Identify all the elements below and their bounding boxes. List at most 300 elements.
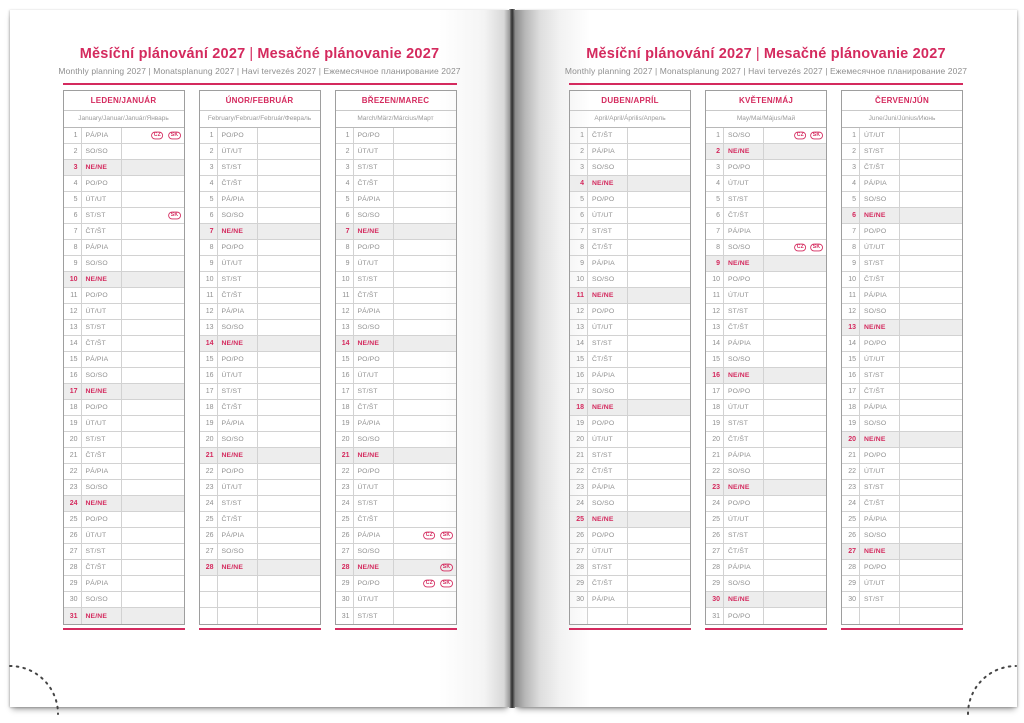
day-row [842, 144, 962, 160]
notes-cell [121, 272, 184, 288]
day-row [706, 128, 826, 144]
day-row [706, 304, 826, 320]
holiday-badge-cz: CZ [794, 244, 806, 252]
day-name: PÁ/PIA [81, 352, 121, 368]
notes-cell [257, 608, 320, 624]
day-name: ST/ST [587, 448, 627, 464]
notes-cell [763, 544, 826, 560]
day-number: 14 [706, 336, 723, 352]
day-row [842, 416, 962, 432]
day-row [842, 384, 962, 400]
day-number [842, 608, 859, 624]
day-row [64, 256, 184, 272]
notes-cell [899, 368, 962, 384]
day-number: 18 [842, 400, 859, 416]
day-number [200, 592, 217, 608]
day-row [842, 448, 962, 464]
day-number: 4 [842, 176, 859, 192]
day-row [842, 480, 962, 496]
day-name: ČT/ŠT [217, 512, 257, 528]
day-name: ÚT/UT [353, 144, 393, 160]
notes-cell [393, 384, 456, 400]
day-number: 20 [64, 432, 81, 448]
notes-cell [393, 144, 456, 160]
day-number: 13 [336, 320, 353, 336]
day-number: 1 [842, 128, 859, 144]
notes-cell [121, 192, 184, 208]
day-name: ST/ST [81, 320, 121, 336]
month-subname: June/Juni/Június/Июнь [842, 111, 962, 128]
day-row [336, 528, 456, 544]
day-number: 27 [570, 544, 587, 560]
day-name: SO/SO [859, 528, 899, 544]
day-row [706, 592, 826, 608]
day-number: 8 [64, 240, 81, 256]
day-name: ÚT/UT [859, 352, 899, 368]
day-name: ST/ST [81, 544, 121, 560]
day-number: 5 [64, 192, 81, 208]
notes-cell [627, 304, 690, 320]
day-row [336, 272, 456, 288]
day-number: 22 [64, 464, 81, 480]
day-row [570, 272, 690, 288]
notes-cell [257, 496, 320, 512]
day-row [570, 304, 690, 320]
notes-cell [899, 544, 962, 560]
day-number: 7 [842, 224, 859, 240]
notes-cell [899, 496, 962, 512]
notes-cell [121, 496, 184, 512]
day-number: 15 [842, 352, 859, 368]
day-name: PÁ/PIA [587, 368, 627, 384]
day-row [706, 336, 826, 352]
day-number: 15 [336, 352, 353, 368]
notes-cell [257, 352, 320, 368]
day-name: ÚT/UT [859, 240, 899, 256]
notes-cell [763, 288, 826, 304]
day-name: PO/PO [353, 576, 393, 592]
notes-cell [763, 144, 826, 160]
day-name: ST/ST [723, 528, 763, 544]
day-number: 13 [200, 320, 217, 336]
notes-cell [899, 160, 962, 176]
notes-cell [257, 256, 320, 272]
day-row [64, 496, 184, 512]
day-row [842, 160, 962, 176]
day-number: 16 [706, 368, 723, 384]
day-number: 2 [200, 144, 217, 160]
day-name: PO/PO [587, 304, 627, 320]
day-row [706, 416, 826, 432]
day-row [706, 384, 826, 400]
notes-cell [763, 208, 826, 224]
day-row [336, 224, 456, 240]
day-name: PÁ/PIA [217, 416, 257, 432]
day-row [336, 400, 456, 416]
notes-cell [393, 496, 456, 512]
day-row [570, 384, 690, 400]
day-number: 14 [200, 336, 217, 352]
notes-cell [121, 368, 184, 384]
day-row [706, 560, 826, 576]
day-number: 10 [64, 272, 81, 288]
day-name: SO/SO [81, 256, 121, 272]
day-number: 15 [64, 352, 81, 368]
day-number: 24 [200, 496, 217, 512]
notes-cell [627, 160, 690, 176]
notes-cell [899, 256, 962, 272]
notes-cell [627, 176, 690, 192]
notes-cell [121, 176, 184, 192]
day-row [706, 512, 826, 528]
day-name: ÚT/UT [217, 144, 257, 160]
notes-cell [763, 240, 826, 256]
day-row [200, 368, 320, 384]
notes-cell [393, 416, 456, 432]
day-name: SO/SO [81, 144, 121, 160]
day-number: 19 [200, 416, 217, 432]
day-number: 26 [200, 528, 217, 544]
notes-cell [899, 272, 962, 288]
day-row [842, 224, 962, 240]
notes-cell [257, 528, 320, 544]
day-row [570, 528, 690, 544]
day-name: PÁ/PIA [217, 528, 257, 544]
day-number: 17 [842, 384, 859, 400]
day-name: PÁ/PIA [723, 448, 763, 464]
day-number [200, 608, 217, 624]
day-row [336, 208, 456, 224]
day-name: SO/SO [81, 592, 121, 608]
day-number: 12 [336, 304, 353, 320]
day-row [64, 544, 184, 560]
month-subname: May/Mai/Május/Май [706, 111, 826, 128]
day-row [200, 416, 320, 432]
day-name: PÁ/PIA [353, 304, 393, 320]
day-name: PÁ/PIA [353, 416, 393, 432]
notes-cell [899, 336, 962, 352]
day-row [336, 160, 456, 176]
day-number: 3 [336, 160, 353, 176]
day-number: 9 [64, 256, 81, 272]
day-row [842, 208, 962, 224]
holiday-badge-sk: SK [810, 244, 823, 252]
day-name: ČT/ŠT [353, 512, 393, 528]
day-row [64, 272, 184, 288]
notes-cell [121, 432, 184, 448]
day-number: 29 [842, 576, 859, 592]
notes-cell [627, 352, 690, 368]
day-row [706, 464, 826, 480]
day-row [570, 464, 690, 480]
day-row [706, 448, 826, 464]
notes-cell [121, 144, 184, 160]
day-name: SO/SO [217, 432, 257, 448]
notes-cell [393, 256, 456, 272]
notes-cell [121, 304, 184, 320]
day-row [570, 560, 690, 576]
day-number: 25 [706, 512, 723, 528]
day-row [706, 352, 826, 368]
notes-cell [121, 416, 184, 432]
day-name: ČT/ŠT [723, 320, 763, 336]
notes-cell [627, 464, 690, 480]
holiday-badge-cz: CZ [794, 132, 806, 140]
day-row [200, 192, 320, 208]
day-name: PÁ/PIA [859, 512, 899, 528]
day-name: PÁ/PIA [81, 464, 121, 480]
notes-cell [121, 256, 184, 272]
day-number: 12 [570, 304, 587, 320]
month-subname: April/April/Április/Апрель [570, 111, 690, 128]
month-calendar [569, 90, 691, 630]
day-number: 9 [570, 256, 587, 272]
day-number: 3 [706, 160, 723, 176]
day-row [842, 464, 962, 480]
day-name: NE/NE [217, 336, 257, 352]
notes-cell [627, 512, 690, 528]
day-number: 25 [570, 512, 587, 528]
day-name: NE/NE [587, 512, 627, 528]
day-number: 17 [200, 384, 217, 400]
day-number: 18 [706, 400, 723, 416]
day-row [706, 144, 826, 160]
day-row [336, 320, 456, 336]
day-number: 10 [570, 272, 587, 288]
month-calendar [705, 90, 827, 630]
day-number: 27 [200, 544, 217, 560]
day-row [842, 496, 962, 512]
day-number: 10 [706, 272, 723, 288]
day-name: SO/SO [859, 304, 899, 320]
day-number: 26 [570, 528, 587, 544]
day-name: NE/NE [859, 208, 899, 224]
notes-cell [899, 592, 962, 608]
day-name [587, 608, 627, 624]
notes-cell [763, 272, 826, 288]
notes-cell [899, 208, 962, 224]
day-name: NE/NE [723, 368, 763, 384]
day-name: ČT/ŠT [859, 384, 899, 400]
day-number: 4 [336, 176, 353, 192]
notes-cell [393, 304, 456, 320]
day-name: ÚT/UT [353, 256, 393, 272]
day-name: NE/NE [353, 560, 393, 576]
day-number: 27 [336, 544, 353, 560]
notes-cell [257, 336, 320, 352]
day-row [706, 480, 826, 496]
day-number: 28 [706, 560, 723, 576]
day-number: 12 [64, 304, 81, 320]
day-row [842, 336, 962, 352]
day-name: ČT/ŠT [587, 240, 627, 256]
notes-cell [257, 128, 320, 144]
notes-cell [121, 208, 184, 224]
day-name: SO/SO [587, 272, 627, 288]
notes-cell [899, 224, 962, 240]
day-number: 30 [842, 592, 859, 608]
notes-cell [763, 224, 826, 240]
notes-cell [899, 320, 962, 336]
notes-cell [257, 192, 320, 208]
day-number: 19 [706, 416, 723, 432]
day-row [336, 608, 456, 624]
day-name: PO/PO [81, 288, 121, 304]
day-name: ÚT/UT [353, 480, 393, 496]
day-name: PÁ/PIA [723, 224, 763, 240]
day-name: PO/PO [353, 464, 393, 480]
day-row [842, 560, 962, 576]
notes-cell [393, 576, 456, 592]
day-row [706, 400, 826, 416]
day-name: SO/SO [81, 368, 121, 384]
day-name: NE/NE [217, 448, 257, 464]
day-number: 19 [570, 416, 587, 432]
day-name: PÁ/PIA [723, 336, 763, 352]
day-name: PO/PO [723, 496, 763, 512]
notes-cell [627, 272, 690, 288]
day-row [200, 176, 320, 192]
notes-cell [257, 288, 320, 304]
month-calendar [841, 90, 963, 630]
day-number: 31 [64, 608, 81, 624]
notes-cell [763, 176, 826, 192]
notes-cell [393, 544, 456, 560]
day-number: 30 [570, 592, 587, 608]
notes-cell [121, 480, 184, 496]
day-row [200, 448, 320, 464]
notes-cell [627, 240, 690, 256]
day-name: ČT/ŠT [353, 288, 393, 304]
notes-cell [257, 448, 320, 464]
notes-cell [627, 448, 690, 464]
notes-cell [763, 256, 826, 272]
day-row [336, 128, 456, 144]
notes-cell [627, 416, 690, 432]
day-row [64, 384, 184, 400]
day-name: ST/ST [217, 496, 257, 512]
day-number: 10 [842, 272, 859, 288]
day-number: 26 [336, 528, 353, 544]
day-row [200, 464, 320, 480]
notes-cell [393, 128, 456, 144]
day-number: 29 [64, 576, 81, 592]
day-name: ST/ST [353, 384, 393, 400]
day-row [842, 256, 962, 272]
day-name: ÚT/UT [723, 400, 763, 416]
day-name [217, 576, 257, 592]
day-number: 19 [336, 416, 353, 432]
day-row [336, 352, 456, 368]
day-number: 23 [64, 480, 81, 496]
day-row [64, 416, 184, 432]
holiday-badge-sk: SK [168, 212, 181, 220]
day-row [200, 480, 320, 496]
day-name: SO/SO [587, 496, 627, 512]
day-row [200, 320, 320, 336]
day-number: 8 [570, 240, 587, 256]
day-number: 16 [200, 368, 217, 384]
notes-cell [257, 208, 320, 224]
day-number: 1 [64, 128, 81, 144]
notes-cell [121, 464, 184, 480]
day-name [217, 608, 257, 624]
notes-cell [121, 384, 184, 400]
tear-off-corner-dots-right [968, 666, 1016, 714]
day-row [706, 368, 826, 384]
day-row [64, 576, 184, 592]
day-name: PO/PO [217, 464, 257, 480]
day-number: 12 [706, 304, 723, 320]
day-name: ČT/ŠT [81, 560, 121, 576]
notes-cell [763, 416, 826, 432]
day-name: PO/PO [723, 608, 763, 624]
day-number: 13 [706, 320, 723, 336]
day-number: 8 [706, 240, 723, 256]
notes-cell [763, 432, 826, 448]
day-number: 20 [200, 432, 217, 448]
month-subname: January/Januar/Január/Январь [64, 111, 184, 128]
notes-cell [121, 576, 184, 592]
day-row [336, 368, 456, 384]
day-name: ÚT/UT [723, 176, 763, 192]
blank-row [842, 608, 962, 624]
day-number: 2 [336, 144, 353, 160]
day-row [570, 224, 690, 240]
day-number: 7 [200, 224, 217, 240]
day-row [336, 448, 456, 464]
day-row [64, 448, 184, 464]
day-row [570, 352, 690, 368]
notes-cell [393, 288, 456, 304]
day-name: NE/NE [587, 288, 627, 304]
day-number [200, 576, 217, 592]
day-name: ÚT/UT [353, 368, 393, 384]
blank-row [200, 608, 320, 624]
day-name: PO/PO [859, 560, 899, 576]
day-number: 19 [842, 416, 859, 432]
notes-cell [257, 384, 320, 400]
day-name: PÁ/PIA [587, 256, 627, 272]
notes-cell [627, 560, 690, 576]
day-row [336, 592, 456, 608]
notes-cell [393, 432, 456, 448]
notes-cell [393, 192, 456, 208]
day-number: 20 [842, 432, 859, 448]
notes-cell [627, 384, 690, 400]
day-name: ST/ST [81, 432, 121, 448]
day-row [200, 288, 320, 304]
day-row [706, 544, 826, 560]
month-table [63, 90, 185, 625]
day-row [200, 512, 320, 528]
day-name: ST/ST [859, 256, 899, 272]
day-name: SO/SO [217, 208, 257, 224]
month-table [335, 90, 457, 625]
day-row [842, 304, 962, 320]
day-name: NE/NE [353, 448, 393, 464]
notes-cell [257, 560, 320, 576]
day-row [200, 384, 320, 400]
day-number: 22 [706, 464, 723, 480]
notes-cell [257, 576, 320, 592]
day-number: 1 [336, 128, 353, 144]
day-row [706, 256, 826, 272]
day-name: ČT/ŠT [81, 448, 121, 464]
notes-cell [257, 464, 320, 480]
notes-cell [627, 288, 690, 304]
day-number: 24 [842, 496, 859, 512]
